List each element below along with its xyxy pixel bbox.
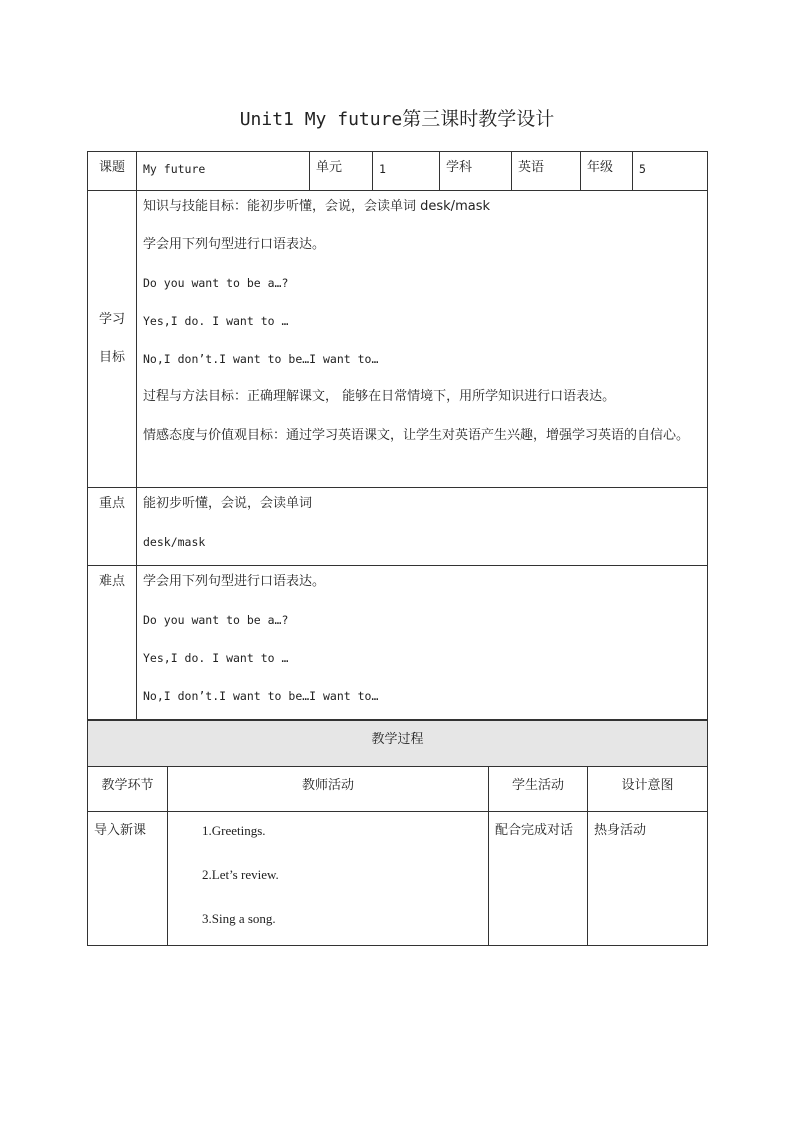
objectives-label	[88, 191, 137, 488]
col-stage: 教学环节	[88, 767, 168, 812]
objective-process: 过程与方法目标：正确理解课文， 能够在日常情境下，用所学知识进行口语表达。	[143, 389, 616, 404]
title-chinese: 第三课时教学设计	[402, 108, 555, 130]
teaching-process-table	[87, 720, 708, 946]
difficult-point-2: Do you want to be a…?	[143, 613, 289, 627]
topic-value: My future	[137, 152, 310, 191]
objective-emotion: 情感态度与价值观目标：通过学习英语课文，让学生对英语产生兴趣，增强学习英语的自信心。	[143, 428, 690, 443]
process-row-intro	[88, 812, 708, 946]
document-title	[0, 104, 794, 135]
process-header: 教学过程	[88, 721, 708, 767]
key-point-1: 能初步听懂，会说，会读单词	[143, 496, 313, 511]
difficult-point-3: Yes,I do. I want to …	[143, 651, 289, 665]
difficult-points-label: 难点	[88, 566, 137, 720]
difficult-points-row	[88, 566, 708, 720]
objectives-label-1: 学习	[98, 312, 125, 327]
objective-knowledge: 知识与技能目标：能初步听懂，会说，会读单词 desk/mask	[143, 199, 490, 214]
objective-sentence-3: No,I don’t.I want to be…I want to…	[143, 352, 379, 366]
key-point-2: desk/mask	[143, 535, 206, 549]
topic-label: 课题	[88, 152, 137, 191]
lesson-plan-table	[87, 151, 708, 720]
difficult-point-4: No,I don’t.I want to be…I want to…	[143, 689, 379, 703]
unit-label: 单元	[310, 152, 373, 191]
key-points-row	[88, 488, 708, 566]
objectives-label-2: 目标	[98, 350, 125, 365]
design-intent-intro: 热身活动	[588, 812, 708, 946]
key-points-label: 重点	[88, 488, 137, 566]
teacher-activity-intro	[168, 812, 489, 946]
objective-sentence-intro: 学会用下列句型进行口语表达。	[143, 237, 326, 252]
grade-label: 年级	[581, 152, 633, 191]
teacher-activity-2: 2.Let’s review.	[202, 867, 279, 882]
col-teacher: 教师活动	[168, 767, 489, 812]
unit-value: 1	[373, 152, 440, 191]
process-header-row	[88, 721, 708, 767]
difficult-points-content	[137, 566, 708, 720]
subject-value: 英语	[512, 152, 581, 191]
objective-sentence-2: Yes,I do. I want to …	[143, 314, 289, 328]
title-english: Unit1 My future	[239, 109, 403, 130]
col-intent: 设计意图	[588, 767, 708, 812]
teacher-activity-3: 3.Sing a song.	[202, 911, 276, 926]
objective-sentence-1: Do you want to be a…?	[143, 276, 289, 290]
process-columns-row	[88, 767, 708, 812]
difficult-point-1: 学会用下列句型进行口语表达。	[143, 574, 326, 589]
objectives-content	[137, 191, 708, 488]
stage-intro: 导入新课	[88, 812, 168, 946]
subject-label: 学科	[440, 152, 512, 191]
col-student: 学生活动	[489, 767, 588, 812]
teacher-activity-1: 1.Greetings.	[202, 823, 266, 838]
student-activity-intro: 配合完成对话	[489, 812, 588, 946]
info-row	[88, 152, 708, 191]
key-points-content	[137, 488, 708, 566]
grade-value: 5	[633, 152, 708, 191]
objectives-row	[88, 191, 708, 488]
